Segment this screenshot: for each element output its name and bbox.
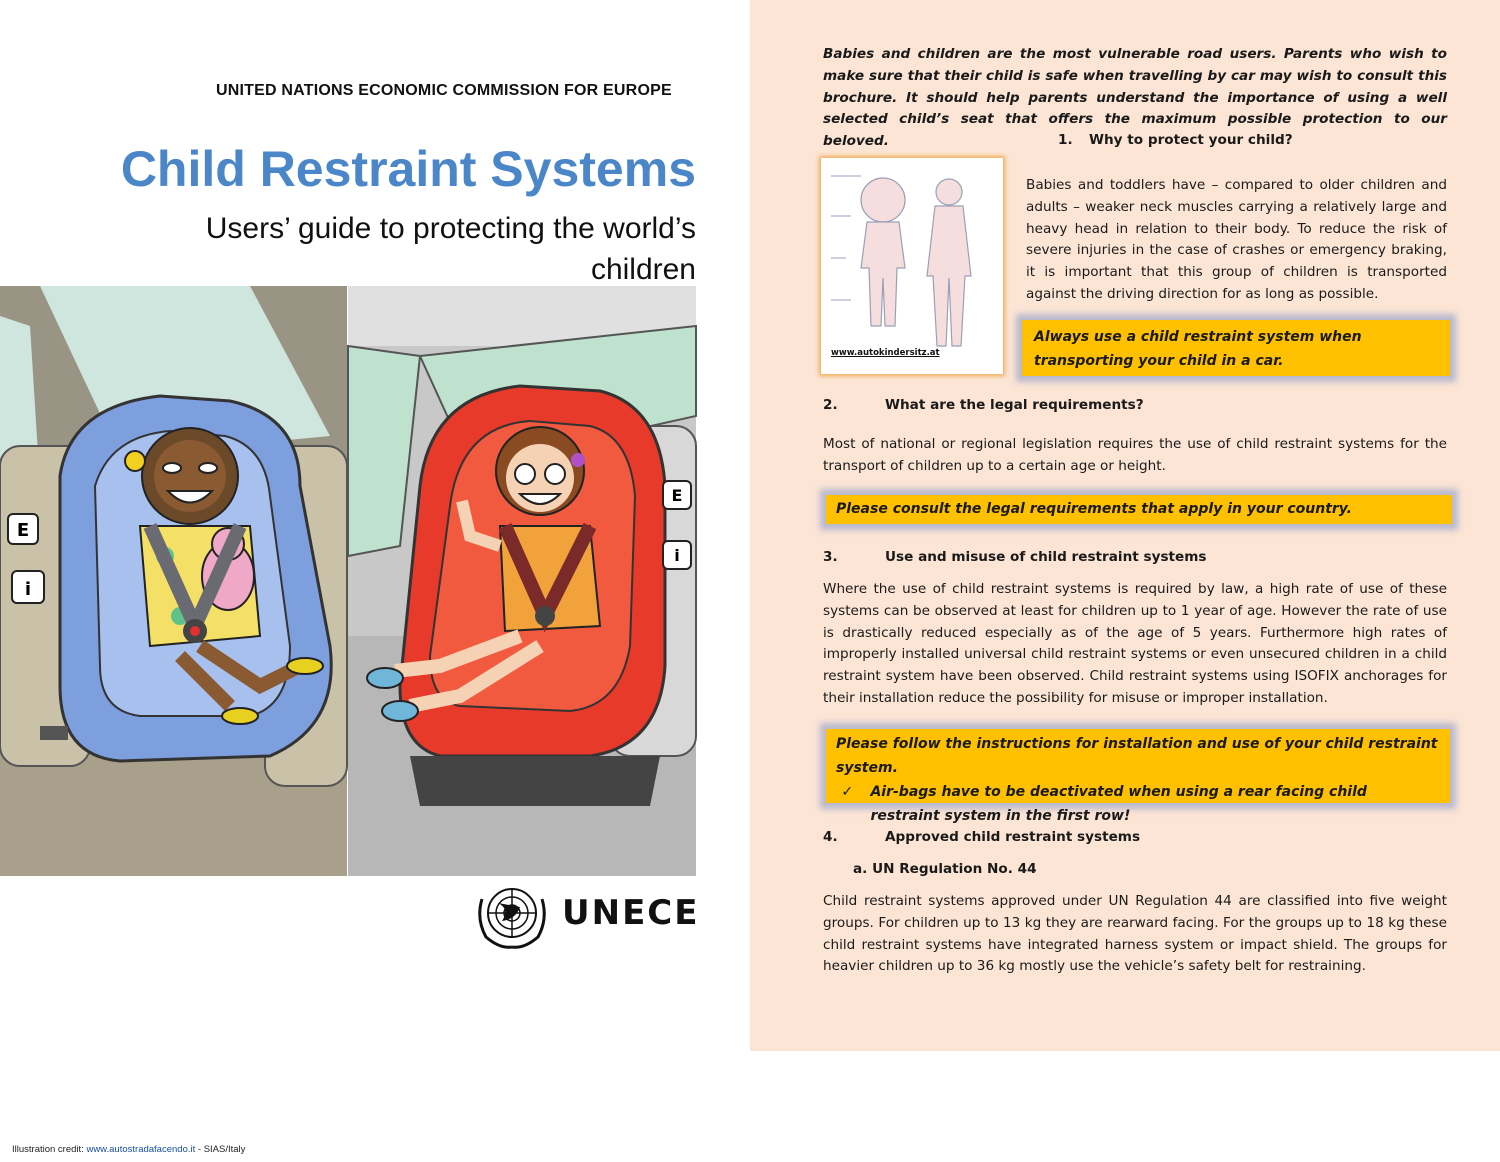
figure-caption[interactable]: www.autokindersitz.at <box>831 348 940 358</box>
section-1-title: Why to protect your child? <box>1089 132 1293 148</box>
unece-wordmark: UNECE <box>562 893 700 933</box>
brochure-cover <box>0 0 750 1155</box>
seat-badge-e-right: E <box>671 486 683 505</box>
section-3-number: 3. <box>823 549 838 565</box>
credit-link[interactable]: www.autostradafacendo.it <box>86 1144 196 1155</box>
illustration-credit <box>0 1138 278 1162</box>
section-3-title: Use and misuse of child restraint systems <box>885 549 1207 565</box>
illustration-red-seat-panel <box>348 286 696 876</box>
section-2-number: 2. <box>823 397 838 413</box>
section-1-number: 1. <box>1058 132 1073 148</box>
section-1-text: Babies and toddlers have – compared to older children and adults – weaker neck muscles carrying a relatively large and heavy head in relation to their body. To reduce the risk of severe injuries in the case of crashes or emergency braking, it is important that this group of children is transported against the driving direction for as long as possible. <box>1026 177 1447 302</box>
cover-subtitle: Users’ guide to protecting the world’s children <box>205 212 696 286</box>
organization-name: UNITED NATIONS ECONOMIC COMMISSION FOR EUROPE <box>216 82 672 99</box>
section-2-text: Most of national or regional legislation requires the use of child restraint systems for the transport of children up to a certain age or height. <box>823 436 1447 474</box>
seat-badge-i-right: i <box>674 546 680 565</box>
section-4-title: Approved child restraint systems <box>885 829 1141 845</box>
callout-airbag-text: Air-bags have to be deactivated when using a rear facing child restraint system in the first row! <box>870 784 1367 824</box>
credit-label: Illustration credit: <box>12 1144 87 1155</box>
section-3-text: Where the use of child restraint systems is required by law, a high rate of use of these systems can be observed at least for children up to 1 year of age. However the rate of use is drastically reduced especially as of the age of 5 years. Furthermore high rates of improperly installed universal child restraint systems or even unsecured children in a child restraint system have been observed. Child restraint systems using ISOFIX anchorages for their installation reduce the possibility for misuse or improper installation. <box>823 581 1447 706</box>
credit-suffix: - SIAS/Italy <box>195 1144 246 1155</box>
section-3-heading <box>823 549 1207 565</box>
seat-badge-e-left: E <box>16 520 30 541</box>
section-4-number: 4. <box>823 829 838 845</box>
section-4-heading <box>823 829 1140 845</box>
section-4-text: Child restraint systems approved under UN Regulation 44 are classified into five weight groups. For children up to 13 kg they are rearward facing. For the groups up to 18 kg these child restraint systems have integrated harness system or impact shield. The groups for heavier children up to 36 kg mostly use the vehicle’s safety belt for restraining. <box>823 893 1447 975</box>
callout-airbag-item <box>836 780 1440 828</box>
section-2-heading <box>823 397 1144 413</box>
intro-paragraph: Babies and children are the most vulnerable road users. Parents who wish to make sure that their child is safe when travelling by car may wish to consult this brochure. It should help parents understand the importance of using a well selected child’s seat that offers the maximum possible protection to our beloved. <box>823 46 1447 150</box>
section-4a-subheading: a. UN Regulation No. 44 <box>853 861 1037 877</box>
callout-installation <box>826 729 1450 824</box>
seat-badge-i-left: i <box>24 579 32 600</box>
cover-title: Child Restraint Systems <box>120 141 696 197</box>
checkmark-icon: ✓ <box>841 784 854 800</box>
illustration-blue-seat-panel <box>0 286 347 876</box>
section-2-title: What are the legal requirements? <box>885 397 1144 413</box>
callout-legal-requirements: Please consult the legal requirements that apply in your country. <box>826 495 1452 524</box>
callout-always-use: Always use a child restraint system when transporting your child in a car. <box>1022 320 1450 376</box>
callout-installation-text: Please follow the instructions for installation and use of your child restraint system. <box>836 736 1438 776</box>
section-1-heading <box>1058 132 1293 148</box>
un-emblem-icon <box>472 879 552 951</box>
body-proportions-figure <box>821 158 1003 374</box>
